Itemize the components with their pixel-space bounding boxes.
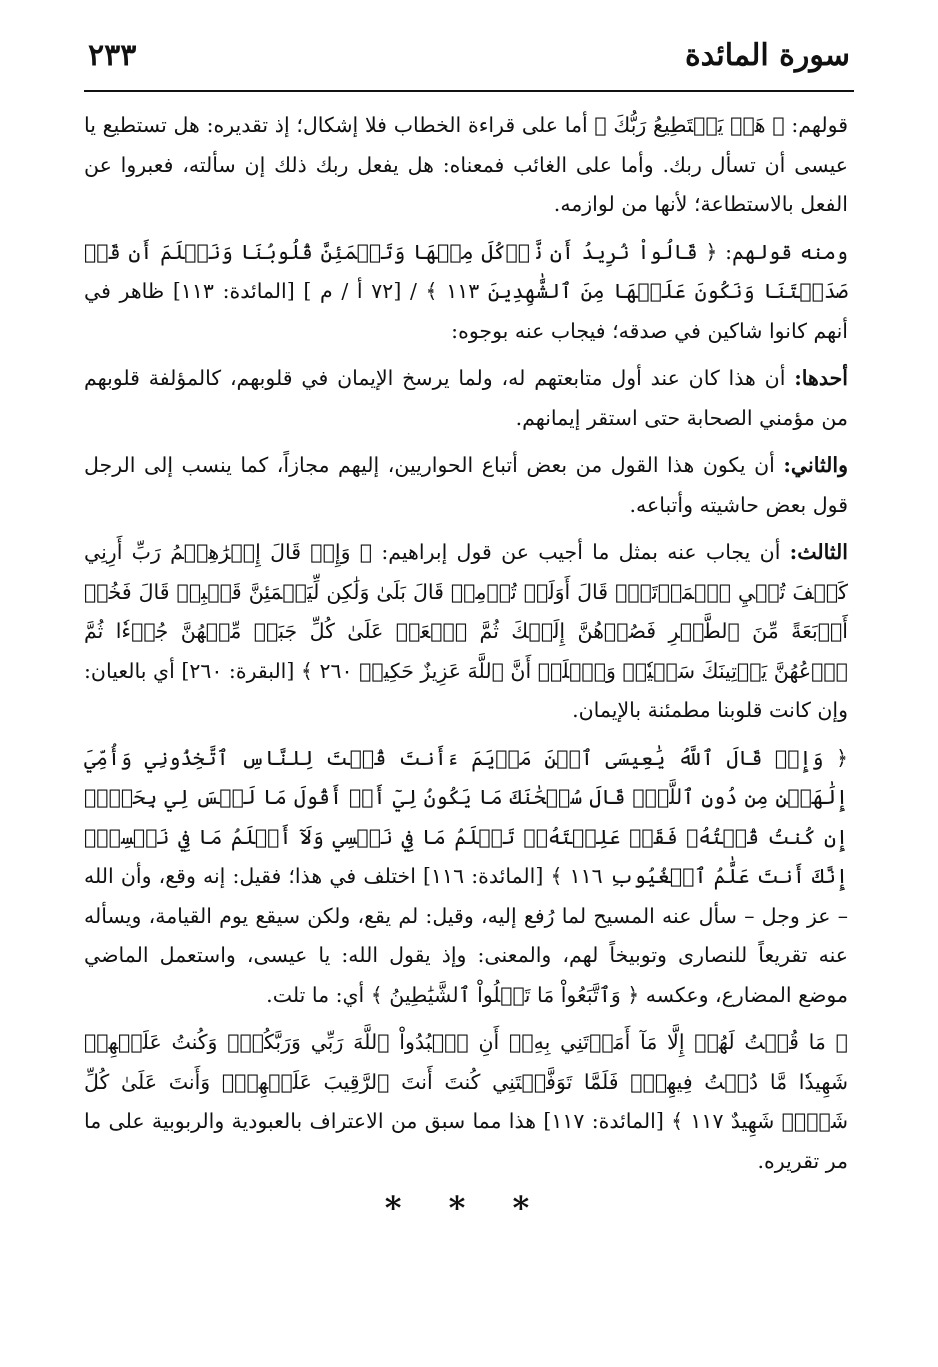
page-number: ٢٣٣ <box>88 38 137 73</box>
paragraph <box>84 106 848 225</box>
section-end-marker: * * * <box>384 1189 548 1227</box>
surah-title: سورة المائدة <box>684 38 850 73</box>
paragraph-lead: أحدها: <box>794 366 848 390</box>
paragraph <box>84 359 848 438</box>
paragraph <box>84 533 848 731</box>
paragraph-text: أن يجاب عنه بمثل ما أجيب عن قول إبراهيم: ﴿ وَإِذۡ قَالَ إِبۡرَٰهِـۧمُ رَبِّ أَرِنِي كَيۡفَ تُحۡيِ ٱلۡمَوۡتَىٰۖ قَالَ أَوَلَمۡ تُؤۡمِنۖ قَالَ بَلَىٰ وَلَٰكِن لِّيَطۡمَئِنَّ قَلۡبِيۖ قَالَ فَخُذۡ أَرۡبَعَةً مِّنَ ٱلطَّيۡرِ فَصُرۡهُنَّ إِلَيۡكَ ثُمَّ ٱجۡعَلۡ عَلَىٰ كُلِّ جَبَلٖ مِّنۡهُنَّ جُزۡءٗا ثُمَّ ٱدۡعُهُنَّ يَأۡتِينَكَ سَعۡيٗاۚ وَٱعۡلَمۡ أَنَّ ٱللَّهَ عَزِيزٌ حَكِيمٞ ٢٦٠ ﴾ [البقرة: ٢٦٠] أي بالعيان: وإن كانت قلوبنا مطمئنة بالإيمان. <box>84 540 848 722</box>
paragraph-text: أن هذا كان عند أول متابعتهم له، ولما يرسخ الإيمان في قلوبهم، كالمؤلفة قلوبهم من مؤمني الصحابة حتى استقر إيمانهم. <box>84 366 848 430</box>
paragraph-text: قولهم: ﴿ هَلۡ يَسۡتَطِيعُ رَبُّكَ ﴾ أما على قراءة الخطاب فلا إشكال؛ إذ تقديره: هل تستطيع يا عيسى أن تسأل ربك. وأما على الغائب فمعناه: هل يفعل ربك ذلك إن سألته، فعبروا عن الفعل بالاستطاعة؛ لأنها من لوازمه. <box>84 113 848 216</box>
page-body <box>84 106 848 1229</box>
paragraph-lead: والثاني: <box>783 453 848 477</box>
paragraph <box>84 446 848 525</box>
paragraph <box>84 1023 848 1181</box>
paragraph-text: ﴿ مَا قُلۡتُ لَهُمۡ إِلَّا مَآ أَمَرۡتَنِي بِهِۦٓ أَنِ ٱعۡبُدُواْ ٱللَّهَ رَبِّي وَرَبَّكُمۡۚ وَكُنتُ عَلَيۡهِمۡ شَهِيدٗا مَّا دُمۡتُ فِيهِمۡۖ فَلَمَّا تَوَفَّيۡتَنِي كُنتَ أَنتَ ٱلرَّقِيبَ عَلَيۡهِمۡۚ وَأَنتَ عَلَىٰ كُلِّ شَيۡءٖ شَهِيدٌ ١١٧ ﴾ [المائدة: ١١٧] هذا مما سبق من الاعتراف بالعبودية والربوبية على ما مر تقريره. <box>84 1030 848 1173</box>
paragraph-text: ومنه قولهم: ﴿ قَالُواْ نُرِيدُ أَن نَّأۡكُلَ مِنۡهَا وَتَطۡمَئِنَّ قُلُوبُنَا وَنَعۡلَمَ أَن قَدۡ صَدَقۡتَنَا وَنَكُونَ عَلَيۡهَا مِنَ ٱلشَّٰهِدِينَ ١١٣ ﴾ / [٧٢ أ / م ] [المائدة: ١١٣] ظاهر في أنهم كانوا شاكين في صدقه؛ فيجاب عنه بوجوه: <box>84 239 849 343</box>
paragraph-text: أن يكون هذا القول من بعض أتباع الحواريين، إليهم مجازاً، كما ينسب إلى الرجل قول بعض حاشيته وأتباعه. <box>84 453 848 517</box>
paragraph-lead: الثالث: <box>789 540 848 564</box>
paragraph <box>84 739 848 1016</box>
paragraph <box>84 233 848 352</box>
page-header <box>84 30 854 86</box>
paragraph-text: ﴿ وَإِذۡ قَالَ ٱللَّهُ يَٰعِيسَى ٱبۡنَ مَرۡيَمَ ءَأَنتَ قُلۡتَ لِلنَّاسِ ٱتَّخِذُونِي وَأُمِّيَ إِلَٰهَيۡنِ مِن دُونِ ٱللَّهِۖ قَالَ سُبۡحَٰنَكَ مَا يَكُونُ لِيٓ أَنۡ أَقُولَ مَا لَيۡسَ لِي بِحَقٍّۚ إِن كُنتُ قُلۡتُهُۥ فَقَدۡ عَلِمۡتَهُۥۚ تَعۡلَمُ مَا فِي نَفۡسِي وَلَآ أَعۡلَمُ مَا فِي نَفۡسِكَۚ إِنَّكَ أَنتَ عَلَّٰمُ ٱلۡغُيُوبِ ١١٦ ﴾ [المائدة: ١١٦] اختلف في هذا؛ فقيل: إنه وقع، وأن الله – عز وجل – سأل عنه المسيح لما رُفع إليه، وقيل: لم يقع، ولكن سيقع يوم القيامة، ويسأله عنه تقريعاً للنصارى وتوبيخاً لهم، والمعنى: وإذ يقول الله: يا عيسى، واستعمل الماضي موضع المضارع، وعكسه ﴿ وَٱتَّبَعُواْ مَا تَتۡلُواْ ٱلشَّيَٰطِينُ ﴾ أي: ما تلت. <box>84 745 849 1007</box>
header-rule <box>84 90 854 92</box>
